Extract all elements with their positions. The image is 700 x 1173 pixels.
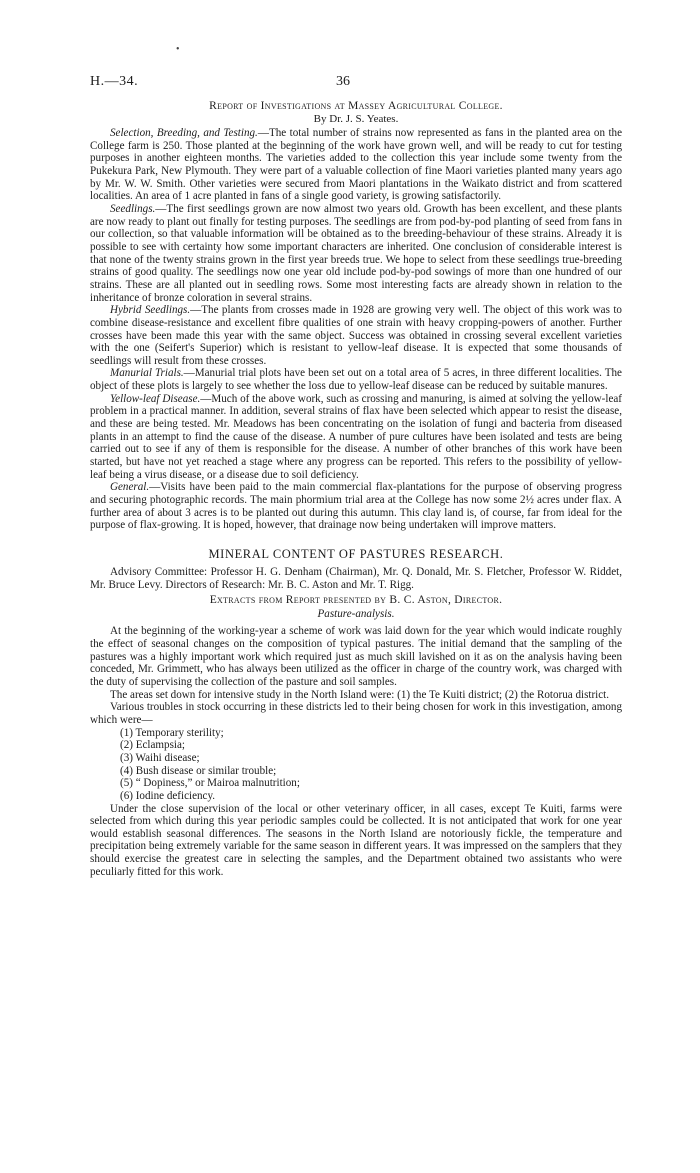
advisory-committee: Advisory Committee: Professor H. G. Denham (Chairman), Mr. Q. Donald, Mr. S. Fletcher, Professor W. Riddet, Mr. Bruce Levy. Directors of Research: Mr. B. C. Aston and Mr. T. Rigg. (90, 566, 622, 591)
extracts-heading: Extracts from Report presented by B. C. Aston, Director. (209, 594, 503, 607)
run-in-heading: Hybrid Seedlings. (110, 304, 191, 317)
subheading: Pasture-analysis. (317, 608, 395, 621)
list-item: (4) Bush disease or similar trouble; (120, 764, 277, 777)
paragraph-areas: The areas set down for intensive study in the North Island were: (1) the Te Kuiti district; (2) the Rotorua district. (110, 688, 610, 701)
paragraph-text: —Visits have been paid to the main commercial flax-plantations for the purpose of observing progress and securing photographic records. The main phormium trial area at the College has now some 2½ acres under flax. A further area of about 3 acres is to be planted out during this autumn. This clay land is, of course, far from ideal for the purpose of flax-growing. It is hoped, however, that drainage now being undertaken will improve matters. (90, 481, 622, 532)
paragraph-text: —The total number of strains now represented as fans in the planted area on the College farm is 250. Those planted at the beginning of the work have grown well, and will be ready to cut for testing purposes in another eighteen months. The varieties added to the collection this year include some twenty from the Pukekura Park, New Plymouth. They were part of a valuable collection of fine Maori varieties planted many years ago by Mr. W. W. Smith. Other varieties were secured from Maori plantations in the Waikato district and from scattered localities. An area of 1 acre planted in fans of a single good variety, is growing satisfactorily. (90, 127, 623, 203)
paragraph-general (90, 481, 622, 532)
run-in-heading: Selection, Breeding, and Testing. (110, 127, 258, 139)
paragraph-seedlings (90, 203, 622, 304)
run-in-heading: Manurial Trials. (110, 367, 184, 380)
paragraph-scheme: At the beginning of the working-year a scheme of work was laid down for the year which would indicate roughly the effect of seasonal changes on the composition of typical pastures. The initial demand that the sampling of the pastures was a highly important work which required just as much skill lavished on it as on the analysis having been conceded, Mr. Grimmett, who has always been utilized as the officer in charge of the country work, was charged with the duty of supervising the collection of the pasture and soil samples. (90, 625, 622, 688)
list-item: (2) Eclampsia; (120, 739, 185, 752)
list-item: (3) Waihi disease; (120, 751, 200, 764)
run-in-heading: Yellow-leaf Disease. (110, 392, 201, 405)
run-in-heading: Seedlings. (110, 202, 156, 215)
page-number: 36 (336, 74, 350, 89)
section-title: MINERAL CONTENT OF PASTURES RESEARCH. (208, 547, 504, 561)
list-item: (6) Iodine deficiency. (120, 789, 216, 802)
paragraph-text: —Much of the above work, such as crossing and manuring, is aimed at solving the yellow-leaf problem in a practical manner. In addition, several strains of flax have been selected which appear to resist the disease, and these are being tested. Mr. Meadows has been concentrating on the isolation of fungi and bacteria from diseased plants in an attempt to find the cause of the disease. A number of pure cultures have been isolated and tests are being carried out to see if any of them is responsible for the disease. A number of other branches of this work have been started, but have not yet reached a stage where any progress can be reported. This refers to the possibility of yellow-leaf being a virus disease, or a disease due to soil deficiency. (90, 392, 622, 481)
paragraph-supervision: Under the close supervision of the local or other veterinary officer, in all cases, except Te Kuiti, farms were selected from which during this year periodic samples could be collected. It is not anticipated that work for one year would establish seasonal differences. The seasons in the North Island are notoriously fickle, the temperature and precipitation being extremely variable for the same season in different years. It was impressed on the samplers that they should exercise the greatest care in selecting the samples, and the Department obtained two assistants who were peculiarly fitted for this work. (90, 802, 622, 878)
run-in-heading: General. (110, 481, 150, 494)
report-byline: By Dr. J. S. Yeates. (313, 113, 399, 125)
paragraph-manurial-trials (90, 367, 622, 392)
report-title: Report of Investigations at Massey Agricultural College. (209, 100, 503, 112)
page-mark: • (176, 44, 180, 55)
paragraph-yellow-leaf (90, 393, 622, 482)
paragraph-text: —The first seedlings grown are now almost two years old. Growth has been excellent, and these plants are now ready to plant out finally for testing purposes. The seedlings are from pod-by-pod planting of seed from fans in our collection, so that valuable information will be obtained as to the breeding-behaviour of these strains. Already it is possible to see with certainty how some important characters are inherited. One conclusion of considerable interest is that none of the twenty strains grown in the first year breeds true. We hope to select from these seedlings true-breeding strains of good quality. The seedlings now one year old include pod-by-pod sowings of more than one hundred of our strains. These are all planted out in seedling rows. Some most interesting facts are already shown in relation to the inheritance of bronze coloration in several strains. (90, 202, 622, 304)
paragraph-text: —The plants from crosses made in 1928 are growing very well. The object of this work was to combine disease-resistance and excellent fibre qualities of one strain with heavy cropping-powers of another. Further crosses have been made this year with the same object. Success was obtained in crossing several excellent varieties with the one (Seifert's Superior) which is resistant to yellow-leaf disease. It is expected that some thousands of seedlings will result from these crosses. (90, 304, 622, 367)
list-item: (1) Temporary sterility; (120, 726, 224, 739)
paragraph-text: —Manurial trial plots have been set out on a total area of 5 acres, in three different localities. The object of these plots is largely to see whether the loss due to yellow-leaf disease can be reduced by suitable manures. (90, 367, 622, 393)
body-text (90, 99, 622, 878)
paragraph-hybrid-seedlings (90, 304, 622, 367)
paragraph-troubles: Various troubles in stock occurring in these districts led to their being chosen for work in this investigation, among which were— (90, 701, 622, 726)
document-reference: H.—34. (90, 74, 139, 89)
troubles-list (90, 727, 622, 803)
list-item: (5) “ Dopiness,” or Mairoa malnutrition; (120, 777, 300, 790)
paragraph-selection (90, 127, 622, 203)
